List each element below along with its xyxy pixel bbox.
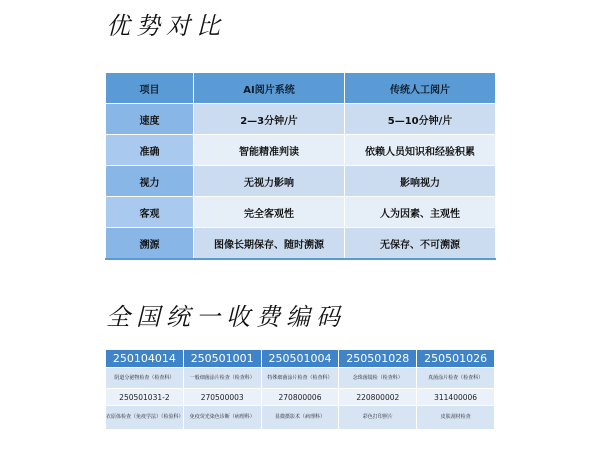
header-ai-system: AI阅片系统 — [194, 73, 345, 104]
fee-code: 270800006 — [261, 389, 339, 406]
item-name-row — [106, 368, 495, 389]
fee-code: 250501004 — [261, 350, 339, 368]
fee-item-name: 彩色打印照片 — [339, 406, 417, 430]
ai-value: 智能精准判读 — [194, 135, 345, 166]
row-label: 速度 — [106, 104, 194, 135]
fee-item-name: 真菌涂片检查（检查科） — [417, 368, 495, 389]
fee-code: 220800002 — [339, 389, 417, 406]
fee-item-name: 特殊细菌涂片检查（检查科） — [261, 368, 339, 389]
fee-code: 270500003 — [183, 389, 261, 406]
traditional-value: 5—10分钟/片 — [345, 104, 496, 135]
section-title-advantages: 优势对比 — [106, 12, 226, 40]
fee-code-table — [105, 349, 495, 430]
ai-value: 2—3分钟/片 — [194, 104, 345, 135]
fee-item-name: 一般细菌涂片检查（检查科） — [183, 368, 261, 389]
fee-code: 250104014 — [106, 350, 184, 368]
comparison-table — [105, 72, 496, 260]
table-row — [106, 166, 496, 197]
row-label: 溯源 — [106, 228, 194, 260]
fee-code: 250501001 — [183, 350, 261, 368]
header-traditional: 传统人工阅片 — [345, 73, 496, 104]
fee-code: 250501028 — [339, 350, 417, 368]
fee-item-name: 显微摄影术（病理科） — [261, 406, 339, 430]
table-row — [106, 197, 496, 228]
row-label: 客观 — [106, 197, 194, 228]
table-row — [106, 104, 496, 135]
fee-code: 250501026 — [417, 350, 495, 368]
ai-value: 图像长期保存、随时溯源 — [194, 228, 345, 260]
table-header-row — [106, 73, 496, 104]
fee-item-name: 衣原体检查（免疫学法）（检验科） — [106, 406, 184, 430]
fee-item-name: 免疫荧光染色诊断（病理科） — [183, 406, 261, 430]
item-name-row — [106, 406, 495, 430]
traditional-value: 依赖人员知识和经验积累 — [345, 135, 496, 166]
fee-item-name: 念珠菌镜检（检查科） — [339, 368, 417, 389]
fee-item-name: 皮肤刮材检查 — [417, 406, 495, 430]
code-row — [106, 350, 495, 368]
fee-code: 250501031-2 — [106, 389, 184, 406]
table-row — [106, 228, 496, 260]
traditional-value: 影响视力 — [345, 166, 496, 197]
code-row — [106, 389, 495, 406]
traditional-value: 无保存、不可溯源 — [345, 228, 496, 260]
table-row — [106, 135, 496, 166]
section-title-fee-codes: 全国统一收费编码 — [106, 303, 346, 331]
header-item: 项目 — [106, 73, 194, 104]
ai-value: 完全客观性 — [194, 197, 345, 228]
row-label: 视力 — [106, 166, 194, 197]
row-label: 准确 — [106, 135, 194, 166]
ai-value: 无视力影响 — [194, 166, 345, 197]
fee-code: 311400006 — [417, 389, 495, 406]
traditional-value: 人为因素、主观性 — [345, 197, 496, 228]
fee-item-name: 阴道分泌物检查（检查科） — [106, 368, 184, 389]
